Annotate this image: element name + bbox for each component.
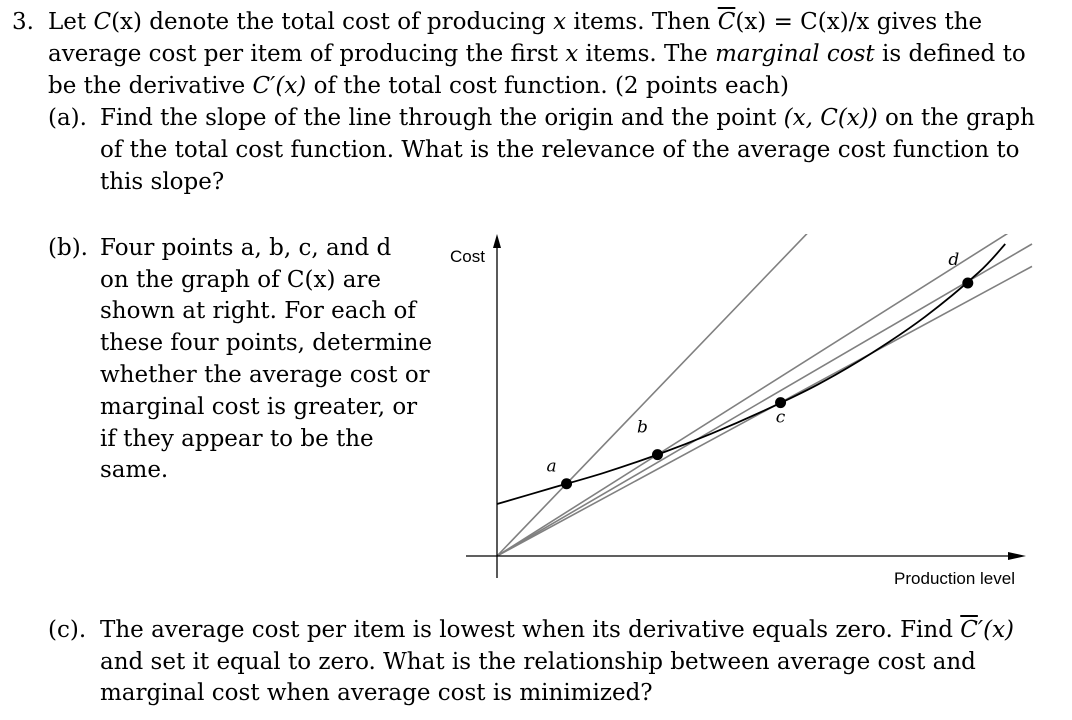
part-a-line-2: of the total cost function. What is the relevance of the average cost function to	[100, 137, 1020, 163]
y-axis-label: Cost	[450, 247, 485, 266]
part-b-line-1: Four points a, b, c, and d	[100, 235, 392, 261]
point-label-a: a	[546, 456, 557, 477]
part-b-line-2: on the graph of C(x) are	[100, 267, 382, 293]
intro-line-1: Let C(x) denote the total cost of producing x items. Then $\overline{C}(x) = C(x)/x$ gives the	[48, 9, 983, 35]
intro-line-3: be the derivative C′(x) of the total cost function. (2 points each)	[48, 73, 789, 99]
part-b-line-7: if they appear to be the	[100, 426, 374, 452]
part-c-label: (c).	[48, 617, 87, 643]
origin-line-3	[497, 244, 1032, 556]
part-b-line-4: these four points, determine	[100, 330, 433, 356]
x-axis-arrow	[1008, 552, 1026, 560]
point-d	[962, 278, 973, 289]
part-a-line-3: this slope?	[100, 169, 225, 195]
y-axis-arrow	[493, 234, 501, 248]
part-a-line-1: Find the slope of the line through the origin and the point (x, C(x)) on the graph	[100, 105, 1035, 131]
point-a	[561, 478, 572, 489]
point-c	[775, 397, 786, 408]
problem-number: 3.	[12, 9, 34, 35]
part-c-line-1: The average cost per item is lowest when its derivative equals zero. Find $\overline{C}'(x)$	[100, 617, 1015, 643]
part-b-line-6: marginal cost is greater, or	[100, 394, 418, 420]
part-c-line-3: marginal cost when average cost is minimized?	[100, 680, 653, 706]
point-label-d: d	[948, 250, 960, 270]
part-a-label: (a).	[48, 105, 87, 131]
part-b-line-5: whether the average cost or	[100, 362, 430, 388]
point-label-c: c	[775, 407, 786, 428]
point-label-b: b	[637, 417, 648, 438]
part-c-line-2: and set it equal to zero. What is the relationship between average cost and	[100, 649, 976, 675]
cost-graph	[440, 226, 1040, 596]
point-b	[652, 449, 663, 460]
part-b-line-8: same.	[100, 457, 169, 483]
part-b-label: (b).	[48, 235, 88, 261]
origin-line-1	[497, 226, 1032, 556]
origin-line-2	[497, 226, 1032, 556]
part-b-line-3: shown at right. For each of	[100, 298, 416, 324]
x-axis-label: Production level	[894, 569, 1015, 588]
intro-line-2: average cost per item of producing the first x items. The marginal cost is defined to	[48, 41, 1026, 67]
